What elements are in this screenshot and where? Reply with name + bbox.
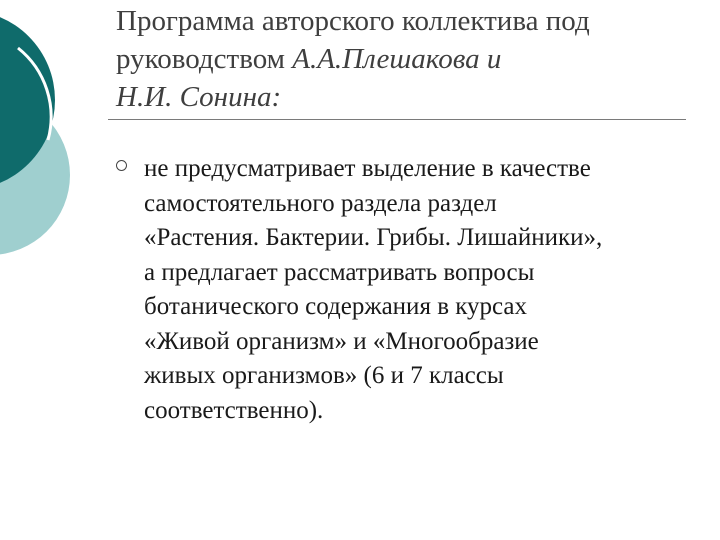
- title-line-1: [116, 2, 696, 40]
- slide-title: [116, 2, 696, 116]
- title-line-3: [116, 78, 696, 116]
- hollow-circle-bullet-icon: [116, 160, 127, 171]
- title-line-1-text: Программа авторского коллектива под: [116, 5, 590, 37]
- title-line-2: [116, 40, 696, 78]
- bullet-text: не предусматривает выделение в качестве самостоятельного раздела раздел «Растения. Бактерии. Грибы. Лишайники», а предлагает рассматривать вопросы ботанического содержания в курсах «Живой организм» и «Многообразие живых организмов» (6 и 7 классы соответственно).: [144, 155, 603, 424]
- title-line-3-italic: Н.И. Сонина:: [116, 81, 282, 113]
- decorative-circles: [0, 0, 110, 320]
- title-divider: [108, 119, 686, 120]
- title-line-2-italic: А.А.Плешакова и: [292, 43, 502, 75]
- title-line-2-plain: руководством: [116, 43, 293, 75]
